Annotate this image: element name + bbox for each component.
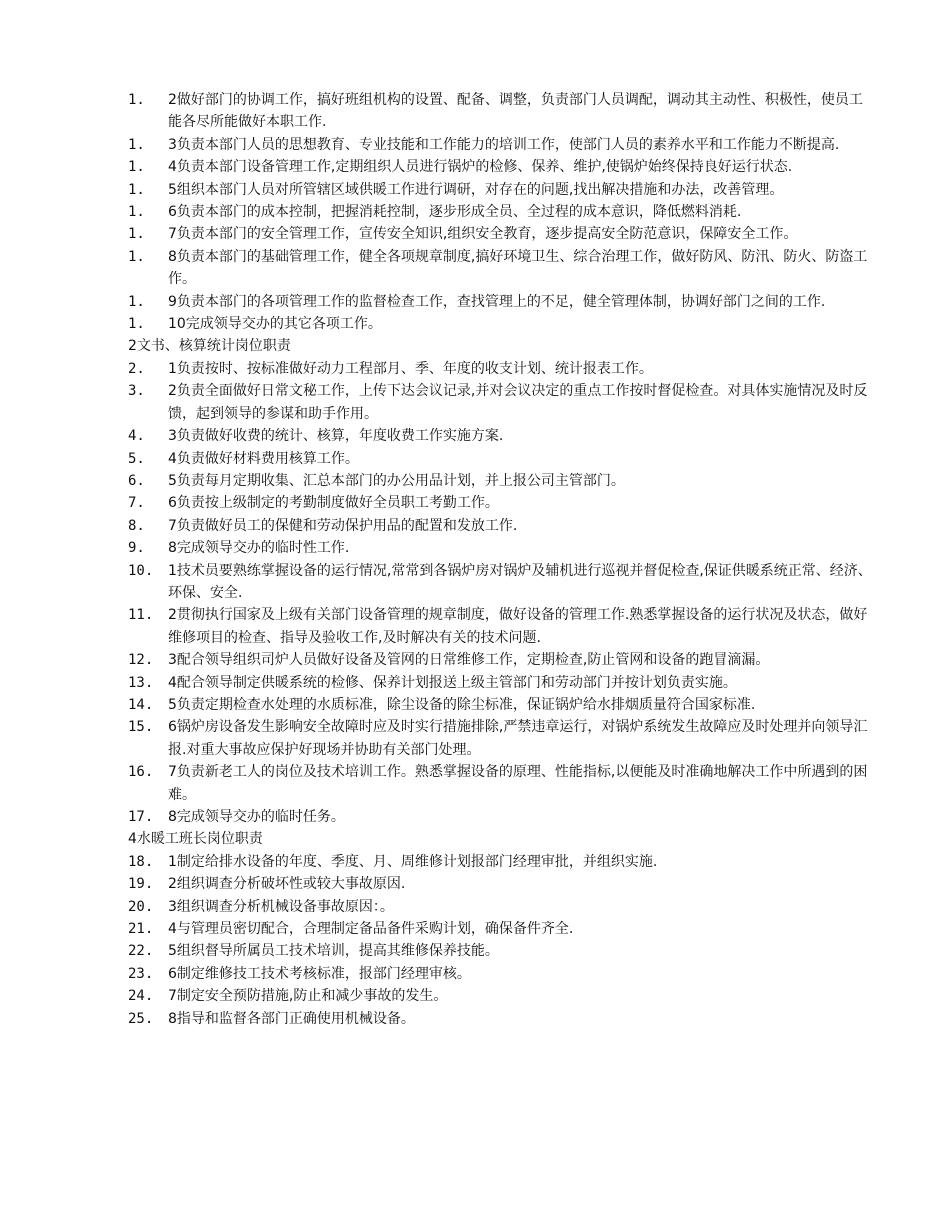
list-item-number: 1. [128,204,145,221]
list-item [128,313,873,335]
list-item-number: 5. [128,450,145,467]
list-item [128,223,873,245]
list-item-number: 13. [128,674,154,691]
list-item-number: 1. [128,92,145,108]
list-item-text: 2组织调查分析破坏性或较大事故原因. [168,876,406,893]
list-item-text: 8完成领导交办的临时性工作. [168,540,350,557]
list-item-number: 18. [128,853,154,870]
list-item [128,291,873,313]
list-item-number: 25. [128,1010,154,1027]
list-item-number: 15. [128,719,154,736]
list-item-number: 17. [128,809,154,825]
list-item-text: 7负责做好员工的保健和劳动保护用品的配置和发放工作. [168,517,518,534]
list-item-text: 1技术员要熟练掌握设备的运行情况,常常到各锅炉房对锅炉及辅机进行巡视并督促检查,保证供暖系统正常、经济、环保、安全. [168,562,872,601]
list-item-text: 8指导和监督各部门正确使用机械设备。 [168,1010,415,1027]
list-item [128,1008,873,1030]
list-item-text: 3组织调查分析机械设备事故原因：。 [168,898,394,915]
list-item-text: 7负责本部门的安全管理工作，宣传安全知识,组织安全教育，逐步提高安全防范意识，保障安全工作。 [168,226,798,243]
list-item [128,918,873,940]
list-item [128,694,873,716]
list-item [128,672,873,694]
list-item-text: 2贯彻执行国家及上级有关部门设备管理的规章制度，做好设备的管理工作.熟悉掌握设备的运行状况及状态，做好维修项目的检查、指导及验收工作,及时解决有关的技术问题. [168,607,868,646]
list-item [128,985,873,1007]
list-item-number: 8. [128,517,145,534]
list-item-text: 8负责本部门的基础管理工作，健全各项规章制度,搞好环境卫生、综合治理工作，做好防风、防汛、防火、防盗工作。 [168,248,868,288]
list-item-text: 5负责每月定期收集、汇总本部门的办公用品计划，并上报公司主管部门。 [168,472,625,489]
list-item [128,649,873,671]
list-item-number: 1. [128,159,145,176]
list-item [128,358,873,380]
list-item-number: 9. [128,540,145,557]
list-item-number: 19. [128,876,154,893]
list-item-number: 10. [128,562,154,579]
section-heading: 2文书、核算统计岗位职责 [128,338,291,355]
list-item [128,492,873,514]
list-item [128,470,873,492]
list-item-text: 2做好部门的协调工作，搞好班组机构的设置、配备、调整，负责部门人员调配，调动其主动性、积极性，使员工能各尽所能做好本职工作. [168,92,863,131]
list-item-number: 20. [128,898,154,915]
list-item-number: 24. [128,988,154,1005]
list-item [128,940,873,962]
list-item-number: 1. [128,136,145,153]
list-item-number: 1. [128,226,145,243]
list-item [128,380,873,425]
list-item-number: 1. [128,248,145,265]
list-item-number: 12. [128,652,154,669]
list-item [128,560,873,605]
list-item-number: 4. [128,428,145,445]
list-item [128,896,873,918]
list-item-number: 23. [128,965,154,982]
list-item-text: 4与管理员密切配合，合理制定备品备件采购计划，确保备件齐全. [168,921,574,938]
list-item-text: 10完成领导交办的其它各项工作。 [168,316,382,333]
list-item-text: 8完成领导交办的临时任务。 [168,809,345,825]
list-item-text: 5负责定期检查水处理的水质标准，除尘设备的除尘标准，保证锅炉给水排烟质量符合国家标准. [168,696,756,713]
list-item [128,134,873,156]
list-item-number: 6. [128,472,145,489]
list-item-text: 6锅炉房设备发生影响安全故障时应及时实行措施排除,严禁违章运行，对锅炉系统发生故障应及时处理并向领导汇报.对重大事故应保护好现场并协助有关部门处理。 [168,719,868,758]
list-item [128,201,873,223]
list-item [128,515,873,537]
list-item-number: 2. [128,360,145,377]
list-item-number: 16. [128,764,154,781]
list-item-text: 7制定安全预防措施,防止和减少事故的发生。 [168,988,448,1005]
list-item-text: 5组织本部门人员对所管辖区域供暖工作进行调研，对存在的问题,找出解决措施和办法，改善管理。 [168,181,784,198]
list-item [128,448,873,470]
list-item-text: 3配合领导组织司炉人员做好设备及管网的日常维修工作，定期检查,防止管网和设备的跑冒滴漏。 [168,652,770,669]
list-item-text: 4负责做好材料费用核算工作。 [168,450,359,467]
list-item-number: 11. [128,607,154,624]
list-item-text: 6制定维修技工技术考核标准，报部门经理审核。 [168,965,471,982]
list-item [128,246,873,291]
list-item-text: 4负责本部门设备管理工作,定期组织人员进行锅炉的检修、保养、维护,使锅炉始终保持良好运行状态. [168,159,793,176]
document-page [128,89,873,1030]
list-item [128,806,873,828]
list-item-text: 7负责新老工人的岗位及技术培训工作。熟悉掌握设备的原理、性能指标,以便能及时准确地解决工作中所遇到的困难。 [168,764,868,803]
list-item-text: 1负责按时、按标准做好动力工程部月、季、年度的收支计划、统计报表工作。 [168,360,653,377]
list-item [128,716,873,761]
list-item [128,425,873,447]
list-item-number: 1. [128,316,145,333]
list-item [128,156,873,178]
section-heading: 4水暖工班长岗位职责 [128,831,263,848]
list-item-text: 9负责本部门的各项管理工作的监督检查工作，查找管理上的不足，健全管理体制，协调好部门之间的工作. [168,293,826,310]
list-item [128,89,873,134]
list-item [128,179,873,201]
list-item-text: 3负责本部门人员的思想教育、专业技能和工作能力的培训工作，使部门人员的素养水平和工作能力不断提高. [168,136,840,153]
list-item-text: 5组织督导所属员工技术培训，提高其维修保养技能。 [168,943,499,960]
list-item-number: 14. [128,696,154,713]
list-item-number: 1. [128,293,145,310]
list-item [128,537,873,559]
list-item [128,761,873,806]
list-item-number: 7. [128,495,145,512]
list-item-text: 6负责本部门的成本控制，把握消耗控制，逐步形成全员、全过程的成本意识，降低燃料消耗. [168,204,742,221]
list-item-number: 21. [128,921,154,938]
list-item [128,851,873,873]
list-item-number: 3. [128,383,145,400]
list-item [128,963,873,985]
list-item-text: 4配合领导制定供暖系统的检修、保养计划报送上级主管部门和劳动部门并按计划负责实施。 [168,674,737,691]
list-item-number: 1. [128,181,145,198]
list-item-text: 3负责做好收费的统计、核算，年度收费工作实施方案. [168,428,504,445]
list-item-text: 1制定给排水设备的年度、季度、月、周维修计划报部门经理审批，并组织实施. [168,853,658,870]
list-item-number: 22. [128,943,154,960]
list-item [128,873,873,895]
list-item-text: 6负责按上级制定的考勤制度做好全员职工考勤工作。 [168,495,499,512]
list-item [128,604,873,649]
list-item-text: 2负责全面做好日常文秘工作，上传下达会议记录,并对会议决定的重点工作按时督促检查。对具体实施情况及时反馈，起到领导的参谋和助手作用。 [168,383,868,422]
